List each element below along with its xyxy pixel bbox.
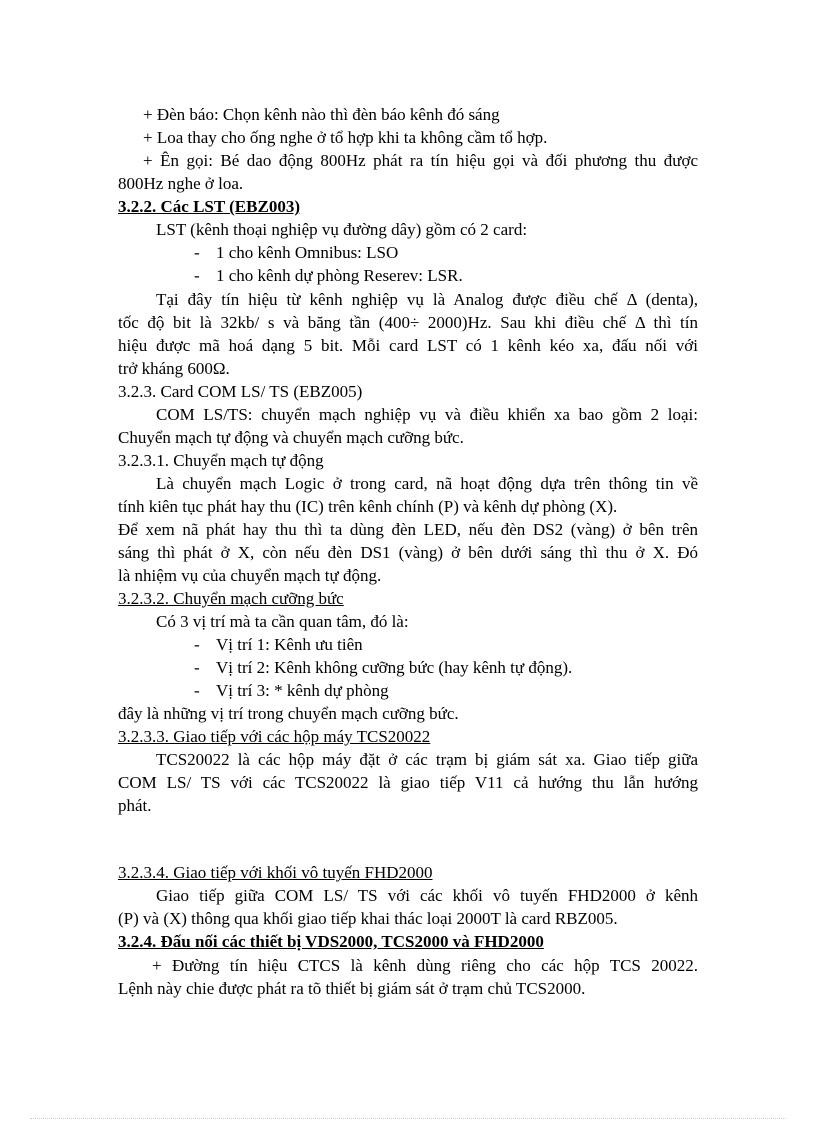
paragraph-line: tốc độ bit là 32kb/ s và băng tần (400÷ 2000)Hz. Sau khi điều chế Δ thì tín [118, 313, 698, 332]
bullet-text: 1 cho kênh Omnibus: LSO [216, 243, 399, 262]
paragraph-line: Để xem nã phát hay thu thì ta dùng đèn LED, nếu đèn DS2 (vàng) ở bên trên [118, 520, 698, 539]
paragraph-line: trở kháng 600Ω. [118, 359, 230, 378]
bullet-dash: - [194, 243, 200, 262]
section-heading-3-2-3-1: 3.2.3.1. Chuyển mạch tự động [118, 451, 324, 470]
paragraph-line: + Loa thay cho ống nghe ở tổ hợp khi ta không cầm tổ hợp. [143, 128, 548, 147]
paragraph-line: 800Hz nghe ở loa. [118, 174, 244, 193]
paragraph-line: Tại đây tín hiệu từ kênh nghiệp vụ là Analog được điều chế Δ (denta), [156, 290, 698, 309]
paragraph-line: LST (kênh thoại nghiệp vụ đường dây) gồm có 2 card: [156, 220, 528, 239]
paragraph-line: Là chuyển mạch Logic ở trong card, nã hoạt động dựa trên thông tin về [156, 474, 698, 493]
paragraph-line: hiệu được mã hoá dạng 5 bit. Mỗi card LST có 1 kênh kéo xa, đấu nối với [118, 336, 698, 355]
paragraph-line: COM LS/TS: chuyển mạch nghiệp vụ và điều khiển xa bao gồm 2 loại: [156, 405, 698, 424]
paragraph-line: Có 3 vị trí mà ta cần quan tâm, đó là: [156, 612, 409, 631]
paragraph-line: Chuyển mạch tự động và chuyển mạch cưỡng bức. [118, 428, 464, 447]
bullet-item [194, 241, 398, 264]
bullet-text: Vị trí 3: * kênh dự phòng [216, 681, 389, 700]
section-heading-3-2-4: 3.2.4. Đấu nối các thiết bị VDS2000, TCS2000 và FHD2000 [118, 932, 544, 951]
bullet-item [194, 633, 363, 656]
bullet-dash: - [194, 266, 200, 285]
bullet-item [194, 264, 463, 287]
paragraph-line: Lệnh này chie được phát ra tõ thiết bị giám sát ở trạm chủ TCS2000. [118, 979, 586, 998]
section-heading-3-2-3-4: 3.2.3.4. Giao tiếp với khối vô tuyến FHD2000 [118, 863, 433, 882]
paragraph-line: đây là những vị trí trong chuyển mạch cưỡng bức. [118, 704, 459, 723]
bullet-item [194, 679, 389, 702]
page-bottom-divider [30, 1118, 786, 1119]
section-heading-3-2-3: 3.2.3. Card COM LS/ TS (EBZ005) [118, 382, 363, 401]
paragraph-line: COM LS/ TS với các TCS20022 là giao tiếp V11 cả hướng thu lẫn hướng [118, 773, 698, 792]
paragraph-line: phát. [118, 796, 152, 815]
bullet-dash: - [194, 681, 200, 700]
paragraph-line: (P) và (X) thông qua khối giao tiếp khai thác loại 2000T là card RBZ005. [118, 909, 618, 928]
paragraph-line: tính kiên tục phát hay thu (IC) trên kênh chính (P) và kênh dự phòng (X). [118, 497, 618, 516]
section-heading-3-2-3-2: 3.2.3.2. Chuyển mạch cưỡng bức [118, 589, 344, 608]
paragraph-line: + Ên gọi: Bé dao động 800Hz phát ra tín hiệu gọi và đối phương thu được [143, 151, 698, 170]
bullet-dash: - [194, 635, 200, 654]
paragraph-line: là nhiệm vụ của chuyển mạch tự động. [118, 566, 382, 585]
paragraph-line: TCS20022 là các hộp máy đặt ở các trạm bị giám sát xa. Giao tiếp giữa [156, 750, 698, 769]
bullet-dash: - [194, 658, 200, 677]
bullet-text: Vị trí 2: Kênh không cưỡng bức (hay kênh tự động). [216, 658, 573, 677]
bullet-text: 1 cho kênh dự phòng Reserev: LSR. [216, 266, 463, 285]
bullet-text: Vị trí 1: Kênh ưu tiên [216, 635, 363, 654]
section-heading-3-2-3-3: 3.2.3.3. Giao tiếp với các hộp máy TCS20022 [118, 727, 431, 746]
section-heading-3-2-2: 3.2.2. Các LST (EBZ003) [118, 197, 300, 216]
paragraph-line: + Đèn báo: Chọn kênh nào thì đèn báo kênh đó sáng [143, 105, 500, 124]
paragraph-line: sáng thì phát ở X, còn nếu đèn DS1 (vàng) ở bên dưới sáng thì thu ở X. Đó [118, 543, 698, 562]
paragraph-line: + Đường tín hiệu CTCS là kênh dùng riêng cho các hộp TCS 20022. [152, 956, 698, 975]
bullet-item [194, 656, 572, 679]
paragraph-line: Giao tiếp giữa COM LS/ TS với các khối vô tuyến FHD2000 ở kênh [156, 886, 698, 905]
